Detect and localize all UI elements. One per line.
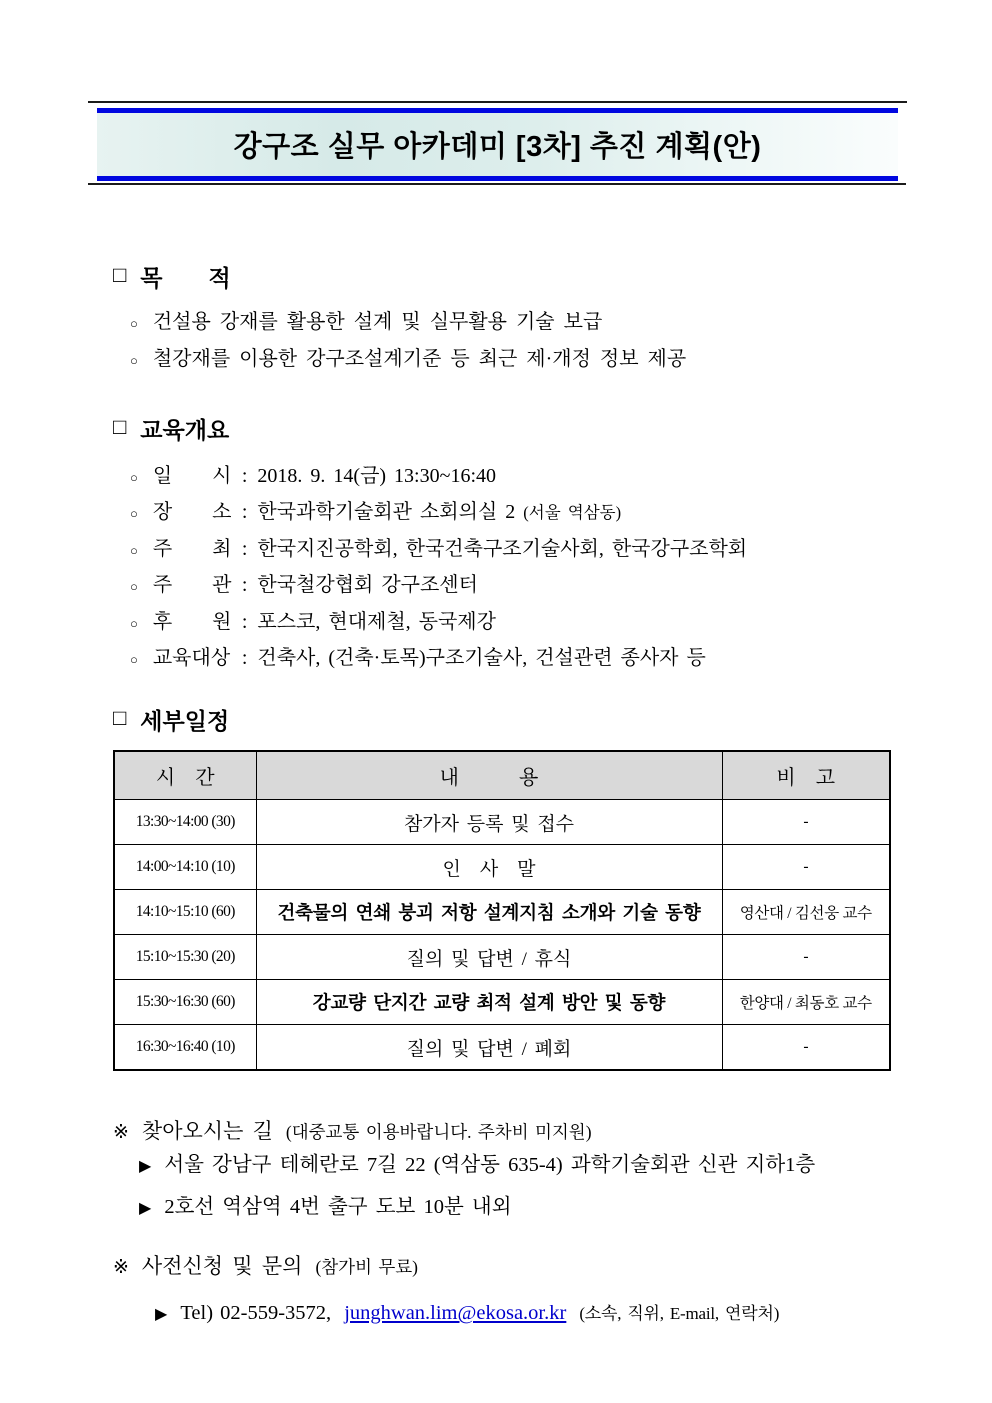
list-item: [113, 1145, 893, 1187]
email-link[interactable]: junghwan.lim@ekosa.or.kr: [344, 1302, 567, 1324]
contact-line: [113, 1295, 893, 1333]
circle-bullet-icon: ○: [130, 652, 138, 668]
cell-content: 질의 및 답변 / 휴식: [256, 935, 722, 980]
overview-heading-row: [113, 412, 893, 445]
page-title: 강구조 실무 아카데미 [3차] 추진 계획(안): [233, 131, 762, 163]
colon-separator: :: [241, 647, 248, 670]
circle-bullet-icon: ○: [130, 352, 138, 368]
list-item: [113, 1187, 893, 1229]
field-label: 장 소: [152, 501, 232, 524]
field-value: 한국철강협회 강구조센터: [257, 574, 478, 597]
col-header-time: 시 간: [114, 751, 256, 800]
schedule-heading: 세부일정: [140, 708, 230, 734]
directions-title: 찾아오시는 길: [141, 1119, 273, 1143]
circle-bullet-icon: ○: [130, 615, 138, 631]
col-header-content: 내 용: [256, 751, 722, 800]
colon-separator: :: [241, 465, 248, 487]
field-value: 포스코, 현대제철, 동국제강: [257, 610, 496, 633]
overview-list: [113, 459, 893, 677]
table-row: [114, 980, 890, 1025]
cell-time: 15:30~16:30 (60): [114, 980, 256, 1025]
list-item: [113, 459, 893, 495]
list-item: [113, 641, 893, 677]
cell-content: 인 사 말: [256, 845, 722, 890]
cell-content: 강교량 단지간 교량 최적 설계 방안 및 동향: [256, 980, 722, 1025]
colon-separator: :: [241, 537, 248, 560]
directions-heading-row: [113, 1115, 893, 1145]
field-value: 한국지진공학회, 한국건축구조기술사회, 한국강구조학회: [257, 537, 748, 560]
registration-note: (참가비 무료): [315, 1257, 418, 1277]
square-bullet-icon: □: [113, 413, 127, 439]
banner-bottom-rule: [88, 183, 906, 185]
cell-time: 13:30~14:00 (30): [114, 800, 256, 845]
field-label: 주 최: [152, 537, 232, 560]
list-item: [113, 532, 893, 568]
overview-heading: 교육개요: [140, 417, 230, 443]
field-value: 한국과학기술회관 소회의실 2: [257, 501, 516, 524]
cell-time: 16:30~16:40 (10): [114, 1025, 256, 1071]
cell-remark: -: [722, 800, 890, 845]
section-schedule: [113, 703, 893, 1071]
cell-time: 14:10~15:10 (60): [114, 890, 256, 935]
field-label: 주 관: [152, 574, 232, 597]
circle-bullet-icon: ○: [130, 470, 138, 485]
field-label: 일 시: [152, 465, 232, 487]
cell-remark: -: [722, 845, 890, 890]
phone-number: Tel) 02-559-3572,: [180, 1302, 332, 1324]
cell-time: 14:00~14:10 (10): [114, 845, 256, 890]
directions-line-text: 서울 강남구 테헤란로 7길 22 (역삼동 635-4) 과학기술회관 신관 지하1층: [164, 1154, 816, 1176]
circle-bullet-icon: ○: [130, 506, 138, 522]
list-item: [113, 605, 893, 641]
section-overview: [113, 412, 893, 677]
cell-content: 질의 및 답변 / 폐회: [256, 1025, 722, 1071]
reference-mark-icon: ※: [113, 1257, 129, 1278]
field-label: 교육대상: [152, 647, 231, 670]
circle-bullet-icon: ○: [130, 542, 138, 558]
purpose-item-text: 철강재를 이용한 강구조설계기준 등 최근 제·개정 정보 제공: [152, 347, 687, 370]
table-row: [114, 845, 890, 890]
directions-line-text: 2호선 역삼역 4번 출구 도보 10분 내외: [164, 1196, 512, 1218]
square-bullet-icon: □: [113, 261, 127, 287]
circle-bullet-icon: ○: [130, 316, 138, 331]
field-note: (서울 역삼동): [523, 503, 622, 523]
registration-heading-row: [113, 1250, 893, 1280]
table-row: [114, 890, 890, 935]
cell-content: 건축물의 연쇄 붕괴 저항 설계지침 소개와 기술 동향: [256, 890, 722, 935]
purpose-item-text: 건설용 강재를 활용한 설계 및 실무활용 기술 보급: [152, 311, 603, 333]
colon-separator: :: [241, 574, 248, 597]
list-item: [113, 568, 893, 604]
field-value: 2018. 9. 14(금) 13:30~16:40: [257, 465, 496, 487]
circle-bullet-icon: ○: [130, 579, 138, 595]
contact-suffix: (소속, 직위, E-mail, 연락처): [579, 1304, 780, 1323]
cell-remark: 영산대 / 김선웅 교수: [722, 890, 890, 935]
section-purpose: [113, 260, 893, 378]
directions-note: (대중교통 이용바랍니다. 주차비 미지원): [285, 1122, 592, 1142]
field-value: 건축사, (건축·토목)구조기술사, 건설관련 종사자 등: [257, 647, 706, 670]
schedule-heading-row: [113, 703, 893, 736]
cell-time: 15:10~15:30 (20): [114, 935, 256, 980]
col-header-remark: 비 고: [722, 751, 890, 800]
list-item: [113, 342, 893, 379]
list-item: [113, 305, 893, 342]
colon-separator: :: [241, 501, 248, 524]
section-directions: [113, 1115, 893, 1229]
registration-title: 사전신청 및 문의: [141, 1254, 303, 1278]
cell-remark: -: [722, 935, 890, 980]
field-label: 후 원: [152, 610, 232, 633]
table-row: [114, 1025, 890, 1071]
cell-remark: 한양대 / 최동호 교수: [722, 980, 890, 1025]
title-banner: [88, 101, 907, 185]
banner-top-rule: [88, 101, 907, 103]
arrow-bullet-icon: ▶: [139, 1158, 152, 1175]
cell-content: 참가자 등록 및 접수: [256, 800, 722, 845]
purpose-list: [113, 305, 893, 378]
schedule-table: [113, 750, 891, 1071]
list-item: [113, 495, 893, 531]
section-registration: [113, 1250, 893, 1333]
table-row: [114, 800, 890, 845]
purpose-heading-row: [113, 260, 893, 293]
table-header-row: [114, 751, 890, 800]
colon-separator: :: [241, 610, 248, 633]
reference-mark-icon: ※: [113, 1122, 129, 1143]
table-row: [114, 935, 890, 980]
arrow-bullet-icon: ▶: [155, 1306, 168, 1323]
banner-gradient-box: [97, 108, 898, 181]
purpose-heading: 목 적: [140, 265, 231, 291]
cell-remark: -: [722, 1025, 890, 1071]
arrow-bullet-icon: ▶: [139, 1200, 152, 1217]
square-bullet-icon: □: [113, 704, 127, 730]
